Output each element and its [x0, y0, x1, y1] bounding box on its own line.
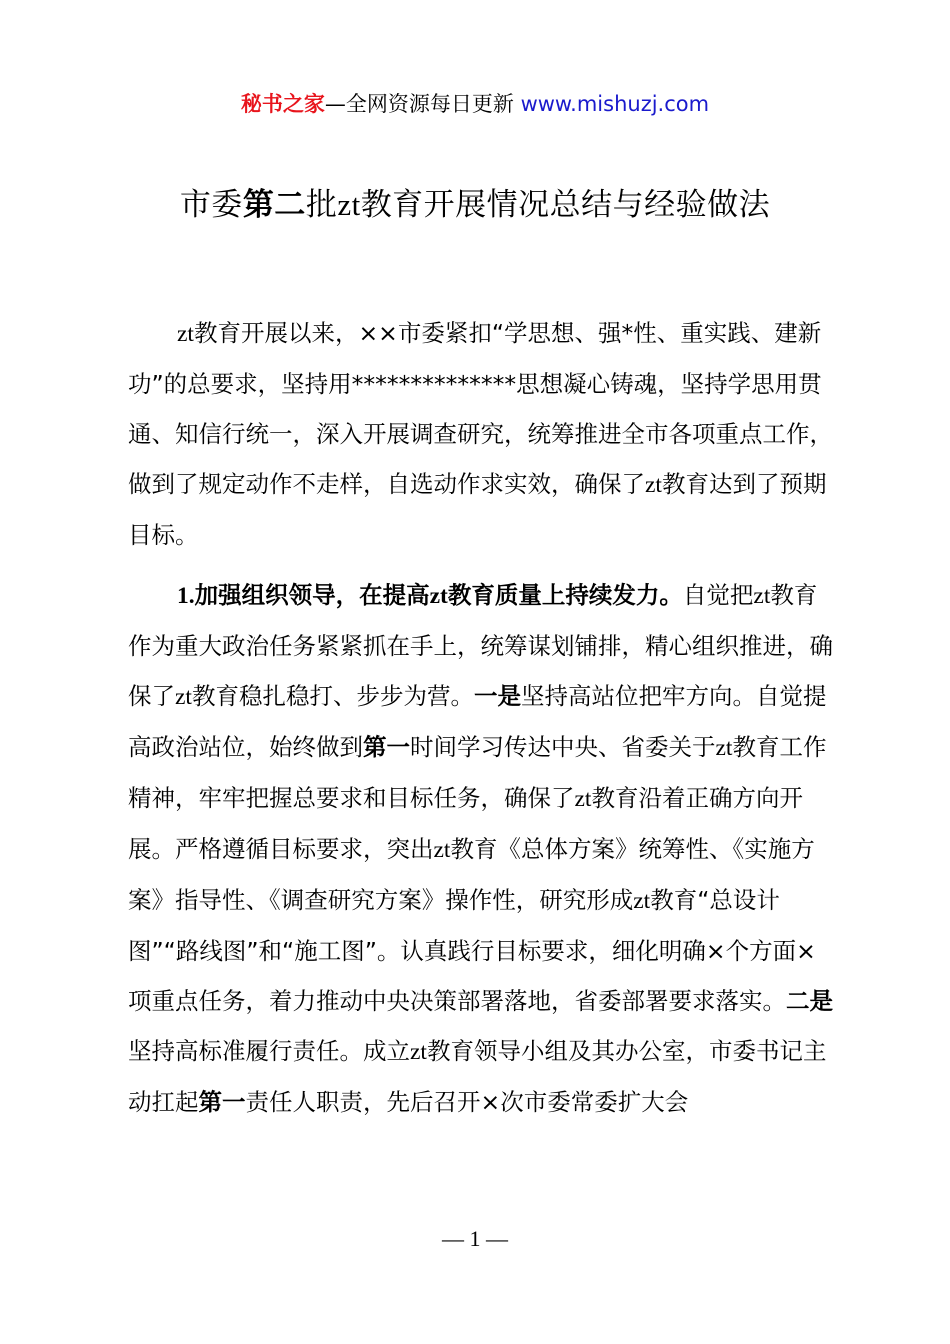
document-title: 市委第二批zt教育开展情况总结与经验做法	[179, 187, 771, 223]
section-1-paragraph: 1.加强组织领导，在提高zt教育质量上持续发力。自觉把zt教育作为重大政治任务紧紧抓在手上，统筹谋划铺排，精心组织推进，确保了zt教育稳扎稳打、步步为营。一是坚持高站位把牢方向。自觉提高政治站位，始终做到第一时间学习传达中央、省委关于zt教育工作精神，牢牢把握总要求和目标任务，确保了zt教育沿着正确方向开展。严格遵循目标要求，突出zt教育《总体方案》统筹性、《实施方案》指导性、《调查研究方案》操作性，研究形成zt教育“总设计图”“路线图”和“施工图”。认真践行目标要求，细化明确×个方面×项重点任务，着力推动中央决策部署落地，省委部署要求落实。二是坚持高标准履行责任。成立zt教育领导小组及其办公室，市委书记主动扛起第一责任人职责，先后召开×次市委常委扩大会	[128, 581, 833, 1116]
section-heading: 加强组织领导，在提高	[194, 581, 430, 609]
page-number: — 1 —	[442, 1226, 508, 1251]
section-number: 1.	[177, 583, 195, 609]
brand-name: 秘书之家	[240, 92, 325, 116]
point-marker-one: 一是	[473, 682, 521, 710]
point-marker-two: 二是	[786, 987, 833, 1015]
site-url-link[interactable]: www.mishuzj.com	[520, 92, 710, 116]
header-slogan: —全网资源每日更新	[324, 92, 514, 116]
site-header	[0, 86, 950, 122]
intro-paragraph: zt教育开展以来，××市委紧扣“学思想、强*性、重实践、建新功”的总要求，坚持用**************思想凝心铸魂，坚持学思用贯通、知信行统一，深入开展调查研究，统筹推进全市各项重点工作，做到了规定动作不走样，自选动作求实效，确保了zt教育达到了预期目标。	[128, 319, 833, 549]
document-body	[128, 308, 834, 1127]
